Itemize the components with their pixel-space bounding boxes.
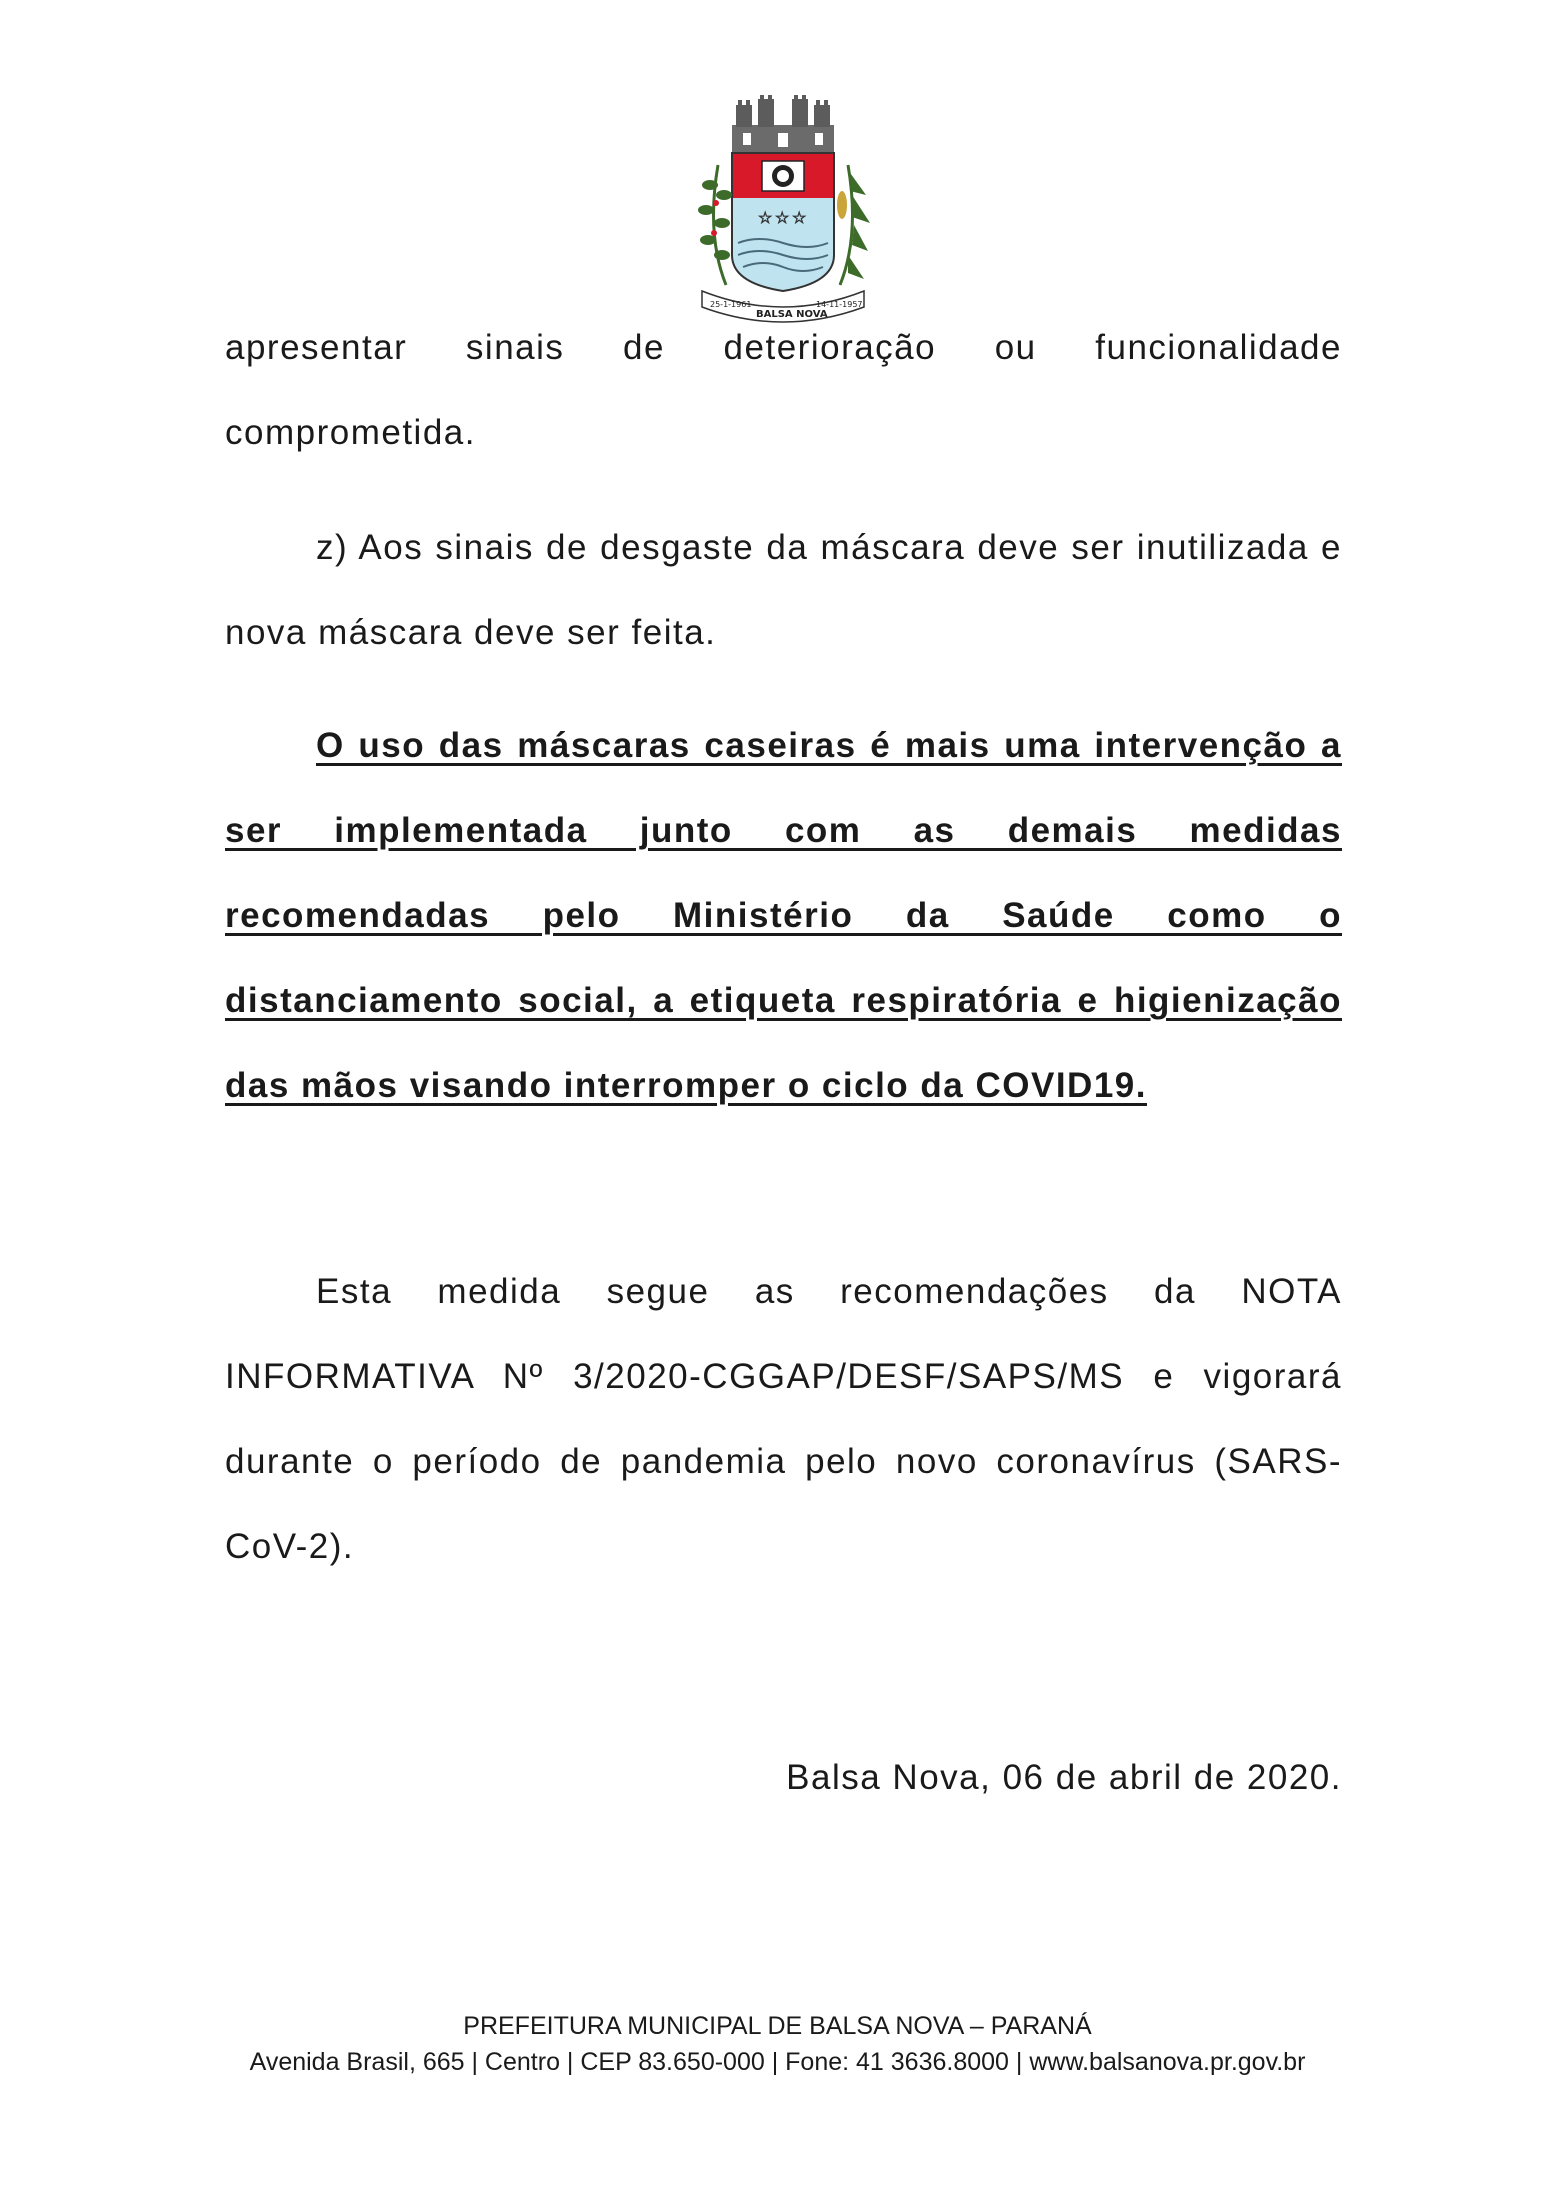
paragraph-continuation: apresentar sinais de deterioração ou funcionalidade comprometida. [225,328,1342,452]
ribbon-text: BALSA NOVA [756,309,828,320]
svg-text:☆: ☆ [775,208,790,227]
footer-contact: Avenida Brasil, 665 | Centro | CEP 83.650-000 | Fone: 41 3636.8000 | www.balsanova.pr.gov.br [249,2048,1306,2076]
document-date: Balsa Nova, 06 de abril de 2020. [786,1758,1342,1797]
ribbon-date-right: 14-11-1957 [816,300,863,309]
svg-text:☆: ☆ [792,208,807,227]
svg-text:☆: ☆ [758,208,773,227]
document-body [225,0,1342,1900]
ribbon-date-left: 25-1-1961 [710,300,752,309]
paragraph-emphasis: O uso das máscaras caseiras é mais uma intervenção a ser implementada junto com as demais medidas recomendadas pelo Ministério da Saúde como o distanciamento social, a etiqueta respiratória e higienização das mãos visando interromper o ciclo da COVID19. [225,726,1342,1105]
paragraph-item-z: z) Aos sinais de desgaste da máscara deve ser inutilizada e nova máscara deve ser feita. [225,528,1342,652]
paragraph-reference: Esta medida segue as recomendações da NOTA INFORMATIVA Nº 3/2020-CGGAP/DESF/SAPS/MS e vigorará durante o período de pandemia pelo novo coronavírus (SARS-CoV-2). [225,1272,1342,1566]
footer-title: PREFEITURA MUNICIPAL DE BALSA NOVA – PARANÁ [463,2012,1092,2040]
